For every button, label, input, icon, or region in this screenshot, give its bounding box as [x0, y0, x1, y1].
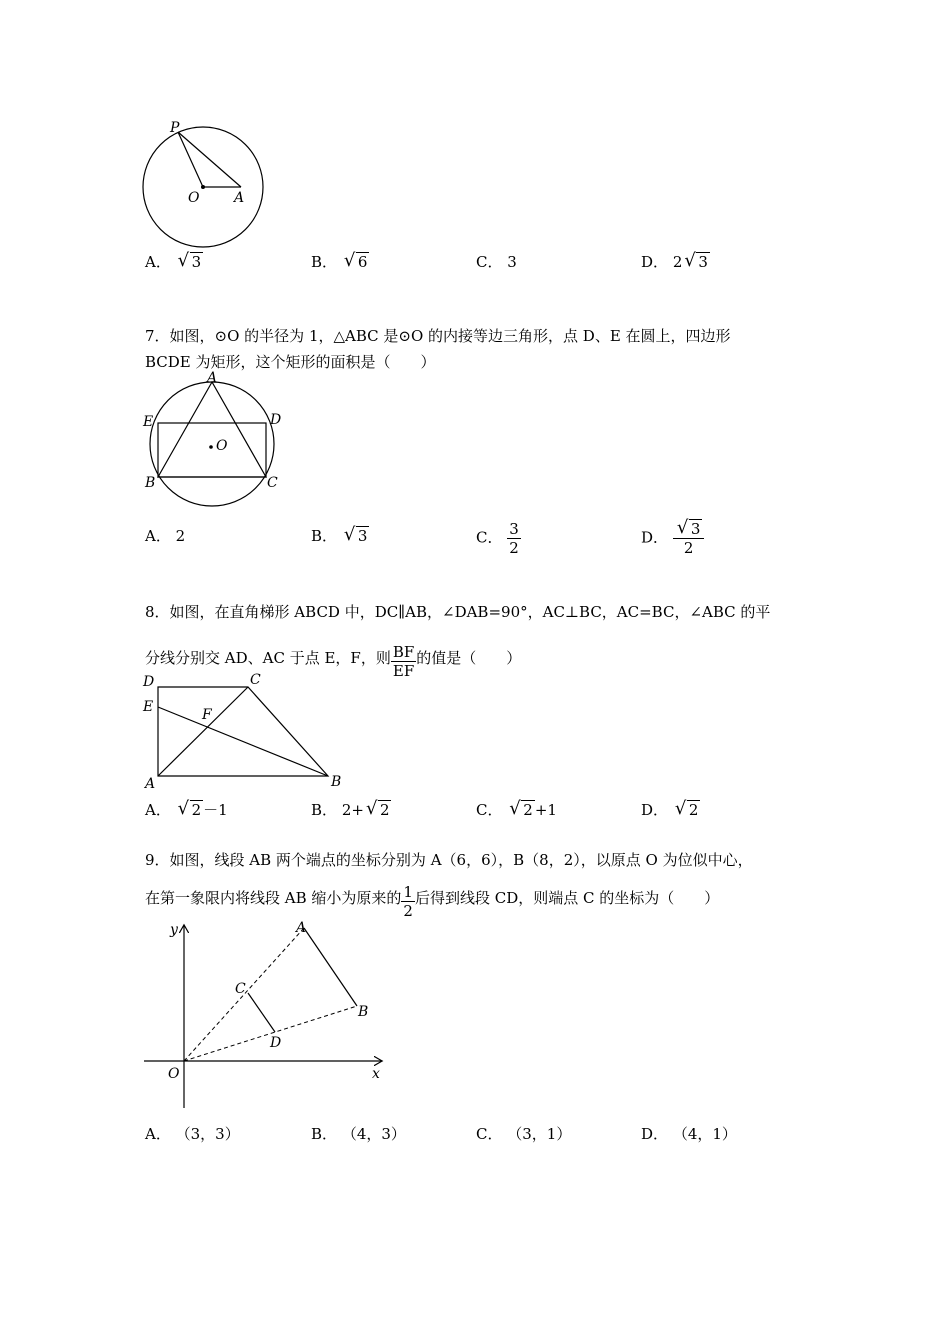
q6-segment-pa [178, 132, 241, 187]
q6-option-a-radical: √ 3 [177, 250, 202, 271]
q7-option-b-label: B． [311, 527, 338, 545]
q9-option-a-value: （3，3） [175, 1125, 240, 1143]
q7-option-a-value: 2 [175, 527, 186, 545]
q6-center-dot [201, 185, 205, 189]
q6-option-c-label: C． [476, 253, 503, 271]
q8-label-f: F [202, 707, 212, 723]
q8-option-a-radical: √ 2 [177, 798, 202, 819]
q6-option-a [145, 250, 203, 274]
q6-segment-po [178, 132, 203, 187]
q7-label-b: B [145, 475, 156, 491]
q8-text-line1: 8．如图，在直角梯形 ABCD 中，DC∥AB，∠DAB=90°，AC⊥BC，AC=BC，∠ABC 的平 [145, 603, 771, 621]
q6-label-o: O [188, 190, 200, 206]
q7-label-e: E [143, 414, 154, 430]
q9-label-a: A [296, 920, 307, 936]
q7-option-d-fraction: √ 3 2 [673, 520, 705, 557]
q6-label-a: A [234, 190, 245, 206]
q9-option-c [476, 1122, 571, 1146]
q9-text-line2-pre: 在第一象限内将线段 AB 缩小为原来的 [145, 889, 402, 907]
q8-figure [140, 670, 350, 790]
q9-option-c-label: C． [476, 1125, 503, 1143]
q9-label-x: x [372, 1066, 380, 1082]
q7-center-dot [209, 445, 213, 449]
q6-option-b-radical: √ 6 [343, 250, 368, 271]
q8-option-c-post: +1 [534, 801, 557, 819]
q7-label-a: A [207, 370, 218, 386]
q6-figure [140, 120, 270, 250]
q9-segment-cd [248, 993, 275, 1032]
q9-option-b-label: B． [311, 1125, 338, 1143]
q8-label-a: A [145, 776, 156, 792]
q8-option-c-label: C． [476, 801, 503, 819]
q6-option-d [641, 250, 710, 274]
q8-text-line2-post: 的值是（ ） [416, 649, 522, 667]
q7-option-c-fraction: $\frac{3}{2}$ [509, 520, 519, 557]
q8-label-b: B [331, 774, 342, 790]
q9-option-c-value: （3，1） [507, 1125, 572, 1143]
q9-option-a-label: A． [145, 1125, 171, 1143]
q7-circle [150, 382, 274, 506]
q7-label-o: O [216, 438, 228, 454]
q6-label-p: P [170, 120, 180, 136]
q9-dashed-ob [184, 1006, 357, 1061]
q9-figure [140, 920, 390, 1110]
q7-text-line1: 7．如图，⊙O 的半径为 1，△ABC 是⊙O 的内接等边三角形，点 D、E 在圆上，四边形 [145, 327, 731, 345]
q8-ratio-fraction: $\frac{BF}{EF}$ [392, 643, 415, 680]
q7-figure [140, 370, 290, 510]
q9-text-line1: 9．如图，线段 AB 两个端点的坐标分别为 A（6，6），B（8，2），以原点 O 为位似中心， [145, 851, 753, 869]
q8-option-d [641, 798, 700, 822]
q8-option-b [311, 798, 391, 822]
q9-text-line2-post: 后得到线段 CD，则端点 C 的坐标为（ ） [414, 889, 720, 907]
q8-option-d-radical: √ 2 [674, 798, 699, 819]
q6-option-a-label: A． [145, 253, 171, 271]
q7-option-a [145, 524, 185, 548]
q9-label-o: O [168, 1066, 180, 1082]
q6-option-b-label: B． [311, 253, 338, 271]
q9-label-b: B [358, 1004, 369, 1020]
q8-option-a-post: －1 [203, 801, 228, 819]
q7-option-d-label: D． [641, 528, 669, 547]
q9-option-d-label: D． [641, 1125, 669, 1143]
q6-option-c-value: 3 [507, 253, 517, 271]
q7-rectangle-bcde [158, 423, 266, 477]
q9-option-a [145, 1122, 240, 1146]
q7-option-b [311, 524, 369, 548]
q8-option-c [476, 798, 557, 822]
q8-bisector-be [158, 707, 328, 776]
q9-option-b-value: （4，3） [341, 1125, 406, 1143]
q6-option-b [311, 250, 369, 274]
q9-label-y: y [170, 922, 178, 938]
q8-option-b-pre: 2+ [341, 801, 364, 819]
q8-label-e: E [143, 699, 154, 715]
q7-option-c [476, 520, 521, 557]
q9-option-b [311, 1122, 406, 1146]
q7-option-b-radical: √ 3 [343, 524, 368, 545]
q6-option-c [476, 250, 517, 274]
q8-label-c: C [250, 672, 261, 688]
q9-scale-fraction: $\frac{1}{2}$ [403, 883, 413, 920]
q8-diagonal-ac [158, 687, 248, 776]
q8-option-b-radical: √ 2 [365, 798, 390, 819]
q6-option-d-label: D． [641, 253, 669, 271]
q9-label-d: D [270, 1035, 282, 1051]
q8-label-d: D [143, 674, 155, 690]
q7-option-a-label: A． [145, 527, 171, 545]
q8-option-a [145, 798, 228, 822]
q8-option-a-label: A． [145, 801, 171, 819]
q8-option-d-label: D． [641, 801, 669, 819]
q9-option-d [641, 1122, 737, 1146]
q8-trapezoid-abcd [158, 687, 328, 776]
q7-label-c: C [267, 475, 278, 491]
q9-text-line2 [145, 880, 719, 920]
q9-option-d-value: （4，1） [672, 1125, 737, 1143]
q6-option-d-radical: √ 3 [684, 250, 708, 271]
q8-text-line2-pre: 分线分别交 AD、AC 于点 E，F，则 [145, 649, 391, 667]
q9-label-c: C [235, 981, 246, 997]
q7-option-c-label: C． [476, 528, 503, 547]
q7-text-line2: BCDE 为矩形，这个矩形的面积是（ ） [145, 353, 436, 371]
q6-option-d-coef: 2 [672, 253, 683, 271]
q9-segment-ab [304, 928, 357, 1006]
q7-label-d: D [270, 412, 282, 428]
q8-option-c-radical: √ 2 [509, 798, 533, 819]
q7-triangle-abc [158, 382, 266, 477]
q7-option-d [641, 517, 704, 557]
q8-option-b-label: B． [311, 801, 338, 819]
